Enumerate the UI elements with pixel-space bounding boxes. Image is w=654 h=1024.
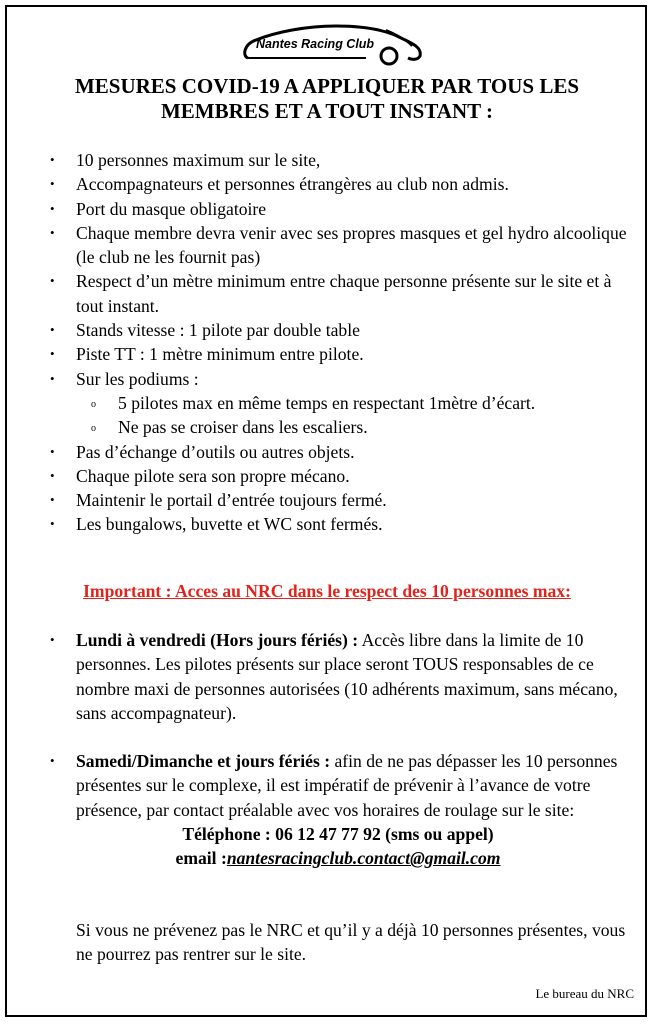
rules-list	[0, 148, 654, 537]
email-label: email :	[175, 848, 227, 869]
list-item: • Respect d’un mètre minimum entre chaque personne présente sur le site et à tout instant.	[0, 269, 654, 318]
weekday-label: Lundi à vendredi (Hors jours fériés) :	[76, 630, 359, 650]
weekend-label: Samedi/Dimanche et jours fériés :	[76, 751, 331, 772]
sub-list-item: o Ne pas se croiser dans les escaliers.	[78, 415, 634, 439]
weekend-text: afin de ne pas dépasser les 10 personnes présentes sur le complexe, il est impératif de prévenir à l’avance de votre présence, par contact préalable avec vos horaires de roulage sur le site:	[76, 751, 618, 820]
list-item: • Pas d’échange d’outils ou autres objets.	[0, 440, 654, 464]
list-item: • Stands vitesse : 1 pilote par double table	[0, 318, 654, 342]
sub-list-item: o 5 pilotes max en même temps en respectant 1mètre d’écart.	[78, 391, 634, 415]
important-heading: Important : Acces au NRC dans le respect des 10 personnes max:	[83, 581, 571, 601]
list-item: • Chaque membre devra venir avec ses propres masques et gel hydro alcoolique (le club ne les fournit pas)	[0, 221, 654, 270]
phone-line: Téléphone : 06 12 47 77 92 (sms ou appel)	[182, 824, 494, 845]
list-item: • Port du masque obligatoire	[0, 197, 654, 221]
list-item: • Accompagnateurs et personnes étrangères au club non admis.	[0, 172, 654, 196]
logo-text: Nantes Racing Club	[256, 37, 375, 51]
closing-paragraph: Si vous ne prévenez pas le NRC et qu’il y a déjà 10 personnes présentes, vous ne pourrez pas rentrer sur le site.	[76, 920, 626, 965]
email-link[interactable]: nantesracingclub.contact@gmail.com	[226, 848, 501, 869]
club-logo	[236, 18, 426, 68]
page-title: MESURES COVID-19 A APPLIQUER PAR TOUS LES MEMBRES ET A TOUT INSTANT :	[74, 74, 580, 123]
list-item: • Les bungalows, buvette et WC sont fermés.	[0, 512, 654, 536]
weekday-item	[0, 628, 654, 725]
signature: Le bureau du NRC	[535, 986, 634, 1001]
schedule-list	[0, 628, 654, 871]
weekday-text: Accès libre dans la limite de 10 personnes. Les pilotes présents sur place seront TOUS responsables de ce nombre maxi de personnes autorisées (10 adhérents maximum, sans mécano, sans accompagnateur).	[76, 630, 618, 723]
email-line	[46, 846, 630, 870]
list-item: • Maintenir le portail d’entrée toujours fermé.	[0, 488, 654, 512]
podium-sublist	[76, 391, 634, 440]
list-item: • Chaque pilote sera son propre mécano.	[0, 464, 654, 488]
weekend-item	[0, 749, 654, 870]
list-item: • Piste TT : 1 mètre minimum entre pilote.	[0, 342, 654, 366]
podium-heading: Sur les podiums :	[76, 368, 199, 389]
list-item	[0, 367, 654, 440]
list-item: • 10 personnes maximum sur le site,	[0, 148, 654, 172]
